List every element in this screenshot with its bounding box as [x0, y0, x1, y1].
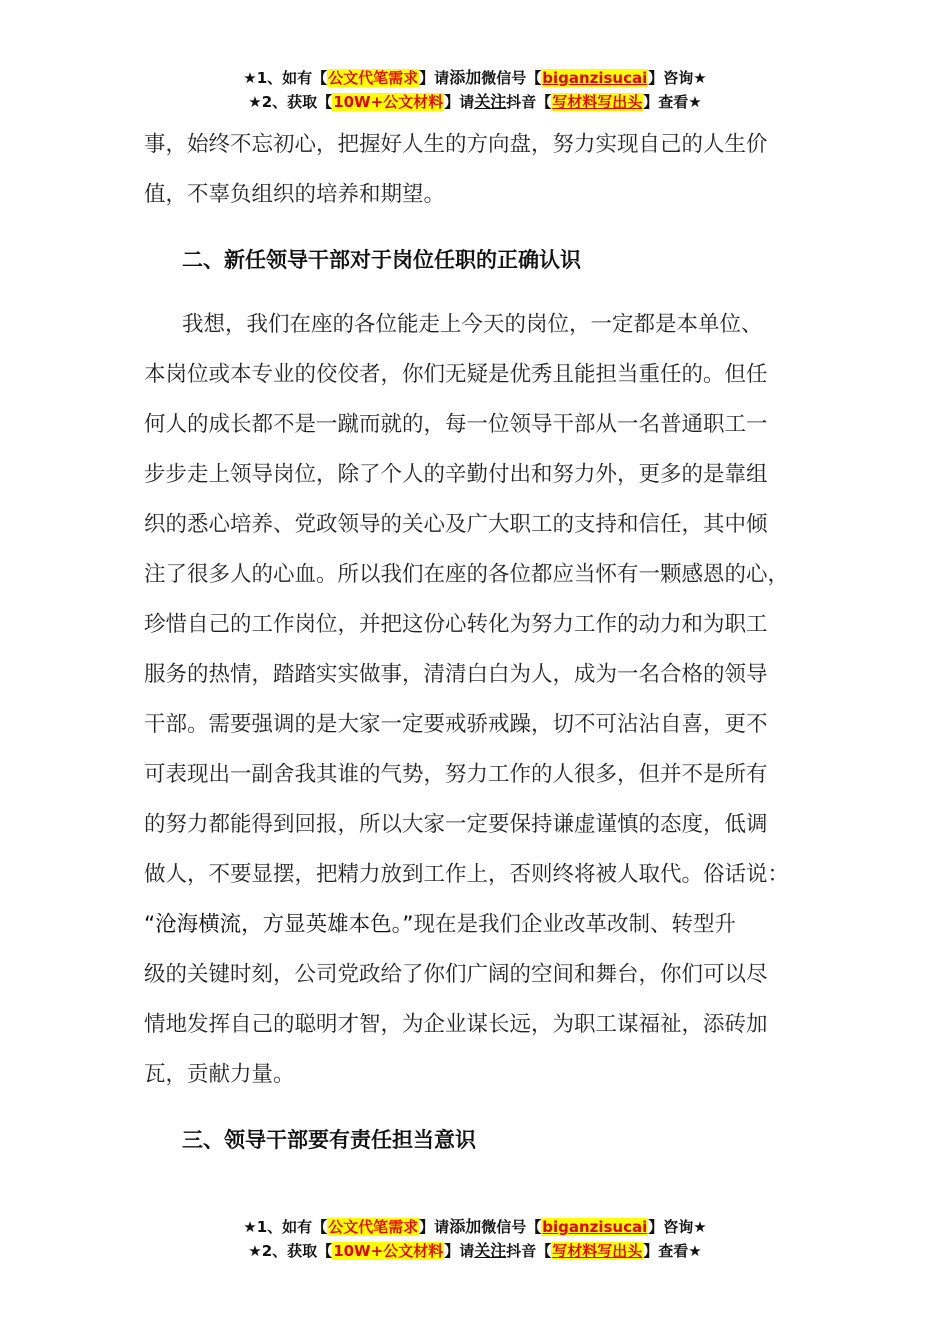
- banner-text: ★2、获取【: [248, 1242, 333, 1260]
- body-line-quote: [144, 900, 816, 950]
- bottom-banner: [0, 1215, 950, 1263]
- banner-text: ★1、如有【: [243, 69, 328, 87]
- body-text: 现在是我们企业改革改制、转型升: [413, 912, 737, 937]
- banner-text: 】咨询★: [648, 1218, 707, 1236]
- document-body: [144, 120, 816, 1180]
- banner-highlight-materials: 10W+公文材料: [333, 1242, 444, 1260]
- top-banner: [0, 66, 950, 114]
- banner-text: 抖音【: [506, 1242, 552, 1260]
- body-line: 织的悉心培养、党政领导的关心及广大职工的支持和信任，其中倾: [144, 512, 768, 537]
- banner-text: 】请: [444, 93, 475, 111]
- body-line: 瓦，贡献力量。: [144, 1062, 295, 1087]
- banner-text: 】查看★: [643, 93, 702, 111]
- body-line: 情地发挥自己的聪明才智，为企业谋长远，为职工谋福祉，添砖加: [144, 1012, 768, 1037]
- banner-line-1: [0, 1215, 950, 1239]
- body-line: 的努力都能得到回报，所以大家一定要保持谦虚谨慎的态度，低调: [144, 812, 768, 837]
- body-line: 何人的成长都不是一蹴而就的，每一位领导干部从一名普通职工一: [144, 412, 768, 437]
- banner-text: 】咨询★: [648, 69, 707, 87]
- banner-douyin-account[interactable]: 写材料写出头: [552, 93, 643, 111]
- banner-wechat-id[interactable]: biganzisucai: [542, 1218, 648, 1236]
- body-line: 步步走上领导岗位，除了个人的辛勤付出和努力外，更多的是靠组: [144, 462, 768, 487]
- banner-highlight-materials: 10W+公文材料: [333, 93, 444, 111]
- body-line: 珍惜自己的工作岗位，并把这份心转化为努力工作的动力和为职工: [144, 612, 768, 637]
- section-heading-2: 二、新任领导干部对于岗位任职的正确认识: [182, 248, 581, 272]
- body-line: 值，不辜负组织的培养和期望。: [144, 182, 446, 207]
- banner-text: 微信号【: [481, 1218, 542, 1236]
- banner-line-1: [0, 66, 950, 90]
- banner-douyin-account[interactable]: 写材料写出头: [552, 1242, 643, 1260]
- body-line: 干部。需要强调的是大家一定要戒骄戒躁，切不可沾沾自喜，更不: [144, 712, 768, 737]
- banner-highlight-service: 公文代笔需求: [328, 69, 419, 87]
- banner-text: 微信号【: [481, 69, 542, 87]
- paragraph-first-line: 我想，我们在座的各位能走上今天的岗位，一定都是本单位、: [182, 312, 763, 337]
- section-heading-3: 三、领导干部要有责任担当意识: [182, 1128, 476, 1152]
- banner-text: 】请: [444, 1242, 475, 1260]
- body-line: 服务的热情，踏踏实实做事，清清白白为人，成为一名合格的领导: [144, 662, 768, 687]
- body-line: 本岗位或本专业的佼佼者，你们无疑是优秀且能担当重任的。但任: [144, 362, 768, 387]
- banner-text: 抖音【: [506, 93, 552, 111]
- banner-emphasis: 添加: [449, 1217, 482, 1236]
- body-line: 做人，不要显摆，把精力放到工作上，否则终将被人取代。俗话说：: [144, 862, 790, 887]
- banner-text: ★1、如有【: [243, 1218, 328, 1236]
- banner-line-2: [0, 1239, 950, 1263]
- banner-line-2: [0, 90, 950, 114]
- body-line: 级的关键时刻，公司党政给了你们广阔的空间和舞台，你们可以尽: [144, 962, 768, 987]
- banner-text: 】请: [419, 1218, 450, 1236]
- quote-text: “沧海横流，方显英雄本色。”: [144, 912, 414, 937]
- banner-highlight-service: 公文代笔需求: [328, 1218, 419, 1236]
- banner-text: 】请: [419, 69, 450, 87]
- banner-emphasis: 关注: [474, 1241, 507, 1260]
- banner-wechat-id[interactable]: biganzisucai: [542, 69, 648, 87]
- banner-emphasis: 添加: [449, 68, 482, 87]
- body-line: 注了很多人的心血。所以我们在座的各位都应当怀有一颗感恩的心，: [144, 562, 790, 587]
- body-line: 可表现出一副舍我其谁的气势，努力工作的人很多，但并不是所有: [144, 762, 768, 787]
- body-line: 事，始终不忘初心，把握好人生的方向盘，努力实现自己的人生价: [144, 132, 768, 157]
- banner-text: ★2、获取【: [248, 93, 333, 111]
- banner-text: 】查看★: [643, 1242, 702, 1260]
- banner-emphasis: 关注: [474, 92, 507, 111]
